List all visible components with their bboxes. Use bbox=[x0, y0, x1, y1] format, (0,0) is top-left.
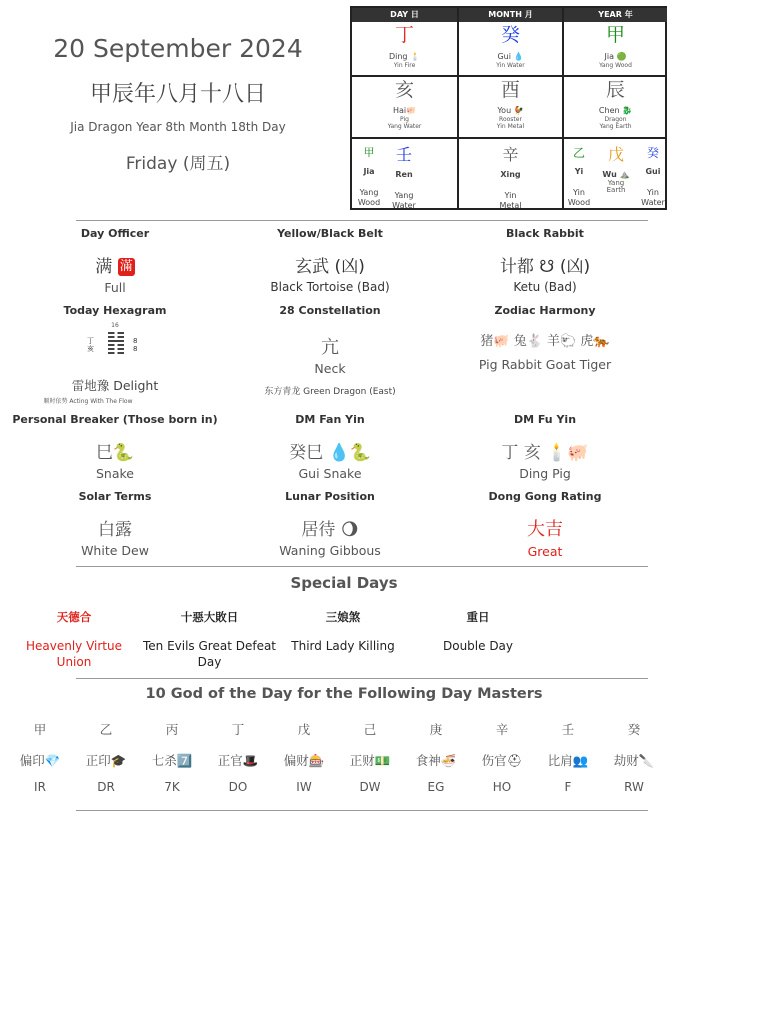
ten-gods-table bbox=[10, 720, 670, 800]
ten-gods-title: 10 God of the Day for the Following Day Masters bbox=[145, 686, 543, 702]
ten-god-stem: 戊 bbox=[297, 722, 311, 737]
fan-yin-label: DM Fan Yin bbox=[295, 413, 365, 426]
special-day-en: Heavenly Virtue Union bbox=[25, 639, 122, 669]
hidden-stem-name: Yi bbox=[574, 167, 584, 176]
special-day-item bbox=[283, 609, 403, 654]
dong-gong-block bbox=[435, 490, 655, 559]
dragon-icon: 🐉 bbox=[622, 106, 633, 115]
hexagram-block bbox=[5, 304, 225, 405]
ten-god-name: 偏印💎 bbox=[19, 753, 61, 768]
hexagram-desc: 顺时依势 Acting With The Flow bbox=[43, 398, 133, 405]
month-branch-name: You bbox=[497, 106, 512, 115]
day-officer-block bbox=[5, 227, 225, 295]
fu-yin-en: Ding Pig bbox=[519, 466, 571, 481]
constellation-label: 28 Constellation bbox=[279, 304, 381, 317]
pillar-header-month: MONTH 月 bbox=[459, 8, 562, 22]
ten-god-abbr: HO bbox=[492, 780, 512, 794]
ten-god-abbr: 7K bbox=[164, 780, 180, 794]
ten-god-column bbox=[208, 720, 268, 794]
ten-god-stem: 己 bbox=[363, 722, 377, 737]
hexagram-label: Today Hexagram bbox=[63, 304, 167, 317]
lunar-position-cn: 居待 🌖 bbox=[301, 520, 359, 540]
hidden-stem-char: 乙 bbox=[572, 146, 585, 160]
belt-cn: 玄武 (凶) bbox=[295, 257, 365, 277]
zodiac-harmony-cn: 猪🐖 兔🐇 羊🐑 虎🐅 bbox=[480, 334, 610, 349]
hexagram-figure bbox=[5, 322, 225, 370]
belt-label: Yellow/Black Belt bbox=[277, 227, 383, 240]
special-day-item bbox=[14, 609, 134, 670]
hidden-stem-name: Ren bbox=[395, 170, 413, 179]
ten-god-name: 正官🎩 bbox=[217, 753, 259, 768]
black-rabbit-label: Black Rabbit bbox=[506, 227, 584, 240]
black-rabbit-block bbox=[435, 227, 655, 294]
year-stem bbox=[564, 24, 667, 69]
pig-icon: 🐖 bbox=[406, 106, 417, 115]
divider bbox=[76, 566, 648, 567]
ten-god-name: 七杀7️⃣ bbox=[151, 753, 193, 768]
hidden-stem-polarity: Yang bbox=[359, 188, 379, 197]
fan-yin-block bbox=[220, 413, 440, 481]
year-hidden-stem-3 bbox=[640, 144, 666, 208]
ten-god-column bbox=[274, 720, 334, 794]
year-branch-element: Yang Earth bbox=[599, 123, 632, 130]
month-branch bbox=[459, 79, 562, 130]
hexagram-right-bottom: 8 bbox=[133, 345, 138, 353]
special-day-en: Third Lady Killing bbox=[291, 639, 395, 653]
belt-block bbox=[220, 227, 440, 294]
hidden-stem-char: 癸 bbox=[646, 146, 659, 160]
day-branch-animal: Pig bbox=[400, 116, 409, 123]
day-branch-element: Yang Water bbox=[387, 123, 422, 130]
day-hidden-stem-1 bbox=[356, 144, 382, 208]
day-officer-en: Full bbox=[104, 280, 126, 295]
special-day-cn: 三娘煞 bbox=[325, 610, 361, 624]
lunar-position-block bbox=[220, 490, 440, 558]
divider bbox=[76, 810, 648, 811]
page-weekday: Friday (周五) bbox=[125, 154, 231, 174]
candle-icon: 🕯️ bbox=[410, 52, 421, 61]
hidden-stem-polarity: Yang bbox=[607, 179, 625, 187]
hidden-stem-element: Wood bbox=[357, 198, 381, 207]
constellation-en: Neck bbox=[314, 361, 346, 376]
month-hidden-stem-1 bbox=[459, 142, 562, 211]
special-day-item bbox=[142, 609, 277, 670]
ten-god-name: 正印🎓 bbox=[85, 753, 127, 768]
ten-god-column bbox=[10, 720, 70, 794]
day-officer-cn: 满 bbox=[95, 257, 113, 277]
year-stem-char: 甲 bbox=[605, 24, 625, 46]
day-branch bbox=[352, 79, 457, 130]
month-stem-char: 癸 bbox=[500, 24, 520, 46]
fan-yin-cn: 癸巳 💧🐍 bbox=[289, 443, 371, 463]
hidden-stem-polarity: Yin bbox=[573, 188, 585, 197]
hidden-stem-element: Wood bbox=[567, 198, 591, 207]
hexagram-right-top: 8 bbox=[133, 337, 138, 345]
hidden-stem-element: Water bbox=[392, 201, 416, 210]
special-day-en: Ten Evils Great Defeat Day bbox=[142, 639, 277, 669]
hidden-stem-polarity: Yin bbox=[647, 188, 659, 197]
ten-god-abbr: F bbox=[564, 780, 572, 794]
ten-god-abbr: EG bbox=[427, 780, 445, 794]
month-stem bbox=[459, 24, 562, 69]
page-date-english: 20 September 2024 bbox=[53, 34, 303, 63]
solar-terms-label: Solar Terms bbox=[78, 490, 152, 503]
solar-terms-block bbox=[5, 490, 225, 558]
month-branch-element: Yin Metal bbox=[496, 123, 525, 130]
rooster-icon: 🐓 bbox=[513, 106, 524, 115]
ten-god-stem: 癸 bbox=[627, 722, 641, 737]
fan-yin-en: Gui Snake bbox=[298, 466, 362, 481]
ten-god-column bbox=[472, 720, 532, 794]
day-stem-element: Yin Fire bbox=[393, 62, 416, 69]
ten-god-column bbox=[538, 720, 598, 794]
year-hidden-stem-2 bbox=[592, 142, 640, 194]
zodiac-harmony-label: Zodiac Harmony bbox=[494, 304, 596, 317]
day-branch-name: Hai bbox=[392, 106, 407, 115]
month-stem-name: Gui bbox=[497, 52, 511, 61]
personal-breaker-label: Personal Breaker (Those born in) bbox=[12, 413, 218, 426]
dong-gong-en: Great bbox=[527, 544, 563, 559]
black-rabbit-en: Ketu (Bad) bbox=[513, 280, 577, 294]
personal-breaker-block bbox=[5, 413, 225, 481]
month-stem-element: Yin Water bbox=[496, 62, 525, 69]
day-branch-char: 亥 bbox=[394, 79, 414, 101]
black-rabbit-cn: 计都 ☋ (凶) bbox=[499, 257, 591, 277]
hidden-stem-name: Wu bbox=[602, 170, 617, 179]
ten-god-column bbox=[340, 720, 400, 794]
hidden-stem-char: 壬 bbox=[395, 145, 412, 164]
hexagram-name: 雷地豫 Delight bbox=[71, 378, 159, 393]
ten-god-column bbox=[604, 720, 664, 794]
ten-god-abbr: RW bbox=[624, 780, 644, 794]
ten-god-name: 正财💵 bbox=[349, 753, 391, 768]
day-stem-name: Ding bbox=[388, 52, 408, 61]
ten-god-stem: 庚 bbox=[429, 722, 443, 737]
lunar-position-label: Lunar Position bbox=[285, 490, 375, 503]
day-officer-label: Day Officer bbox=[80, 227, 150, 240]
constellation-block bbox=[220, 304, 440, 397]
hexagram-lines-icon bbox=[108, 332, 124, 356]
special-day-cn: 天德合 bbox=[56, 610, 92, 624]
hidden-stem-element: Water bbox=[641, 198, 665, 207]
hexagram-side-top: 丁 bbox=[87, 337, 94, 345]
ten-god-stem: 壬 bbox=[561, 722, 575, 737]
zodiac-harmony-en: Pig Rabbit Goat Tiger bbox=[478, 357, 612, 372]
dong-gong-cn: 大吉 bbox=[527, 519, 563, 540]
belt-en: Black Tortoise (Bad) bbox=[270, 280, 390, 294]
ten-god-stem: 丁 bbox=[231, 722, 245, 737]
special-days-title: Special Days bbox=[290, 574, 398, 592]
full-badge-icon: 滿 bbox=[119, 259, 133, 274]
month-branch-char: 酉 bbox=[500, 79, 520, 101]
special-day-cn: 十惡大敗日 bbox=[180, 610, 239, 624]
personal-breaker-cn: 巳🐍 bbox=[95, 443, 135, 463]
page-date-subtitle: Jia Dragon Year 8th Month 18th Day bbox=[70, 120, 286, 134]
ten-god-stem: 辛 bbox=[495, 722, 509, 737]
pillar-header-year: YEAR 年 bbox=[564, 8, 667, 22]
special-day-cn: 重日 bbox=[466, 610, 490, 624]
ten-god-name: 食神🍜 bbox=[415, 753, 457, 768]
water-drop-icon: 💧 bbox=[513, 52, 524, 61]
hidden-stem-name: Jia bbox=[363, 167, 375, 176]
ten-god-column bbox=[142, 720, 202, 794]
ten-god-column bbox=[406, 720, 466, 794]
hidden-stem-char: 甲 bbox=[363, 146, 375, 159]
ten-god-abbr: DW bbox=[359, 780, 381, 794]
fu-yin-block bbox=[435, 413, 655, 481]
ten-god-abbr: DO bbox=[228, 780, 248, 794]
divider bbox=[76, 220, 648, 221]
constellation-cn: 亢 bbox=[321, 337, 339, 358]
year-stem-name: Jia bbox=[604, 52, 614, 61]
ten-god-name: 劫财🔪 bbox=[613, 753, 655, 768]
hexagram-number: 16 bbox=[111, 322, 119, 329]
hidden-stem-element: Earth bbox=[606, 186, 626, 194]
zodiac-harmony-block bbox=[435, 304, 655, 372]
lunar-position-en: Waning Gibbous bbox=[279, 543, 381, 558]
ten-god-abbr: IR bbox=[34, 780, 46, 794]
year-branch-animal: Dragon bbox=[604, 116, 627, 123]
hidden-stem-char: 戊 bbox=[607, 145, 624, 164]
year-hidden-stem-1 bbox=[566, 144, 592, 208]
divider bbox=[76, 678, 648, 679]
page-date-chinese: 甲辰年八月十八日 bbox=[89, 82, 266, 107]
ten-god-stem: 丙 bbox=[165, 722, 179, 737]
hidden-stem-polarity: Yang bbox=[394, 191, 414, 200]
day-stem-char: 丁 bbox=[394, 24, 414, 46]
hidden-stem-char: 辛 bbox=[502, 145, 519, 164]
month-branch-animal: Rooster bbox=[499, 116, 522, 123]
year-branch-char: 辰 bbox=[605, 79, 625, 101]
pillar-header-day: DAY 日 bbox=[352, 8, 457, 22]
special-day-en: Double Day bbox=[442, 639, 514, 653]
ten-god-column bbox=[76, 720, 136, 794]
year-stem-element: Yang Wood bbox=[599, 62, 632, 69]
ten-god-stem: 甲 bbox=[33, 722, 47, 737]
hidden-stem-polarity: Yin bbox=[504, 191, 517, 200]
mountain-icon: ⛰️ bbox=[619, 170, 630, 179]
green-circle-icon: 🟢 bbox=[616, 52, 627, 61]
fu-yin-cn: 丁 亥 🕯️🐖 bbox=[501, 443, 589, 463]
personal-breaker-en: Snake bbox=[95, 466, 134, 481]
ten-god-stem: 乙 bbox=[99, 722, 113, 737]
constellation-sub: 东方青龙 Green Dragon (East) bbox=[264, 387, 396, 397]
hidden-stem-element: Metal bbox=[499, 201, 522, 210]
hidden-stem-name: Xing bbox=[500, 170, 521, 179]
special-day-item bbox=[418, 609, 538, 654]
dong-gong-label: Dong Gong Rating bbox=[488, 490, 602, 503]
hidden-stem-name: Gui bbox=[645, 167, 661, 176]
solar-terms-cn: 白露 bbox=[98, 520, 132, 540]
ten-god-abbr: IW bbox=[296, 780, 312, 794]
ten-god-abbr: DR bbox=[97, 780, 115, 794]
solar-terms-en: White Dew bbox=[81, 543, 149, 558]
hexagram-side-bottom: 亥 bbox=[87, 345, 94, 353]
day-hidden-stem-2 bbox=[390, 142, 418, 211]
year-branch bbox=[564, 79, 667, 130]
four-pillars-table bbox=[350, 6, 667, 210]
year-branch-name: Chen bbox=[598, 106, 620, 115]
ten-god-name: 比肩👥 bbox=[547, 753, 589, 768]
ten-god-name: 伤官⛑ bbox=[481, 753, 523, 768]
ten-god-name: 偏财🎰 bbox=[283, 753, 325, 768]
day-stem bbox=[352, 24, 457, 69]
fu-yin-label: DM Fu Yin bbox=[513, 413, 577, 426]
